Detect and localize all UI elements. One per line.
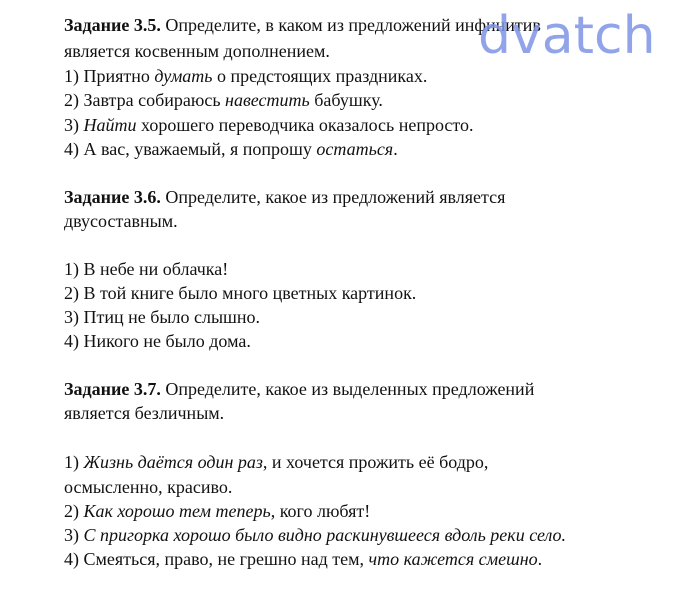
option-italic-word: думать bbox=[154, 66, 213, 86]
option-italic-word: остаться bbox=[316, 139, 394, 159]
option-text: 3) bbox=[64, 115, 84, 135]
task-3-6-option-2: 2) В той книге было много цветных картинок. bbox=[64, 283, 417, 303]
task-3-7-heading bbox=[64, 378, 534, 400]
task-3-6-option-1: 1) В небе ни облачка! bbox=[64, 259, 229, 279]
option-text: 3) bbox=[64, 525, 84, 545]
task-3-5-intro-line1: Определите, в каком из предложений инфинитив bbox=[160, 15, 541, 35]
option-text: бабушку. bbox=[309, 90, 383, 110]
task-3-6-intro-line1: Определите, какое из предложений является bbox=[160, 187, 506, 207]
task-3-6-heading bbox=[64, 186, 505, 208]
option-text: 2) bbox=[64, 501, 84, 521]
option-text: 4) А вас, уважаемый, я попрошу bbox=[64, 139, 317, 159]
task-3-5-option-1 bbox=[64, 65, 427, 87]
task-3-5-heading bbox=[64, 14, 541, 36]
option-text: , кого любят! bbox=[270, 501, 371, 521]
option-text: 1) bbox=[64, 452, 84, 472]
task-3-7-intro-line2: является безличным. bbox=[64, 403, 225, 423]
option-text: 1) Приятно bbox=[64, 66, 155, 86]
task-3-7-option-4 bbox=[64, 548, 542, 570]
option-italic-phrase: С пригорка хорошо было видно раскинувшееся вдоль реки село. bbox=[83, 525, 567, 545]
task-3-7-title: Задание 3.7. bbox=[64, 379, 161, 399]
task-3-5-intro-line2: является косвенным дополнением. bbox=[64, 41, 330, 61]
option-text: , и хочется прожить её бодро, bbox=[262, 452, 489, 472]
task-3-7-option-1 bbox=[64, 451, 488, 473]
task-3-5-title: Задание 3.5. bbox=[64, 15, 161, 35]
option-italic-phrase: Как хорошо тем теперь bbox=[83, 501, 271, 521]
option-text: о предстоящих праздниках. bbox=[212, 66, 428, 86]
option-italic-phrase: что кажется смешно bbox=[368, 549, 538, 569]
task-3-7-option-3 bbox=[64, 524, 566, 546]
task-3-7-option-2 bbox=[64, 500, 370, 522]
option-italic-word: Найти bbox=[83, 115, 137, 135]
task-3-7-option-1-cont: осмысленно, красиво. bbox=[64, 477, 233, 497]
option-text: 2) Завтра собираюсь bbox=[64, 90, 226, 110]
option-text: . bbox=[393, 139, 398, 159]
option-text: 4) Смеяться, право, не грешно над тем, bbox=[64, 549, 369, 569]
option-text: . bbox=[537, 549, 543, 569]
task-3-5-option-3 bbox=[64, 114, 474, 136]
option-text: хорошего переводчика оказалось непросто. bbox=[136, 115, 474, 135]
task-3-6-option-3: 3) Птиц не было слышно. bbox=[64, 307, 261, 327]
task-3-6-title: Задание 3.6. bbox=[64, 187, 161, 207]
task-3-6-option-4: 4) Никого не было дома. bbox=[64, 331, 251, 351]
task-3-5-option-2 bbox=[64, 89, 383, 111]
watermark-logo: dvatch bbox=[478, 6, 656, 66]
option-italic-phrase: Жизнь даётся один раз bbox=[83, 452, 263, 472]
task-3-6-intro-line2: двусоставным. bbox=[64, 211, 178, 231]
task-3-7-intro-line1: Определите, какое из выделенных предложений bbox=[160, 379, 535, 399]
task-3-5-option-4 bbox=[64, 138, 398, 160]
option-italic-word: навестить bbox=[225, 90, 310, 110]
